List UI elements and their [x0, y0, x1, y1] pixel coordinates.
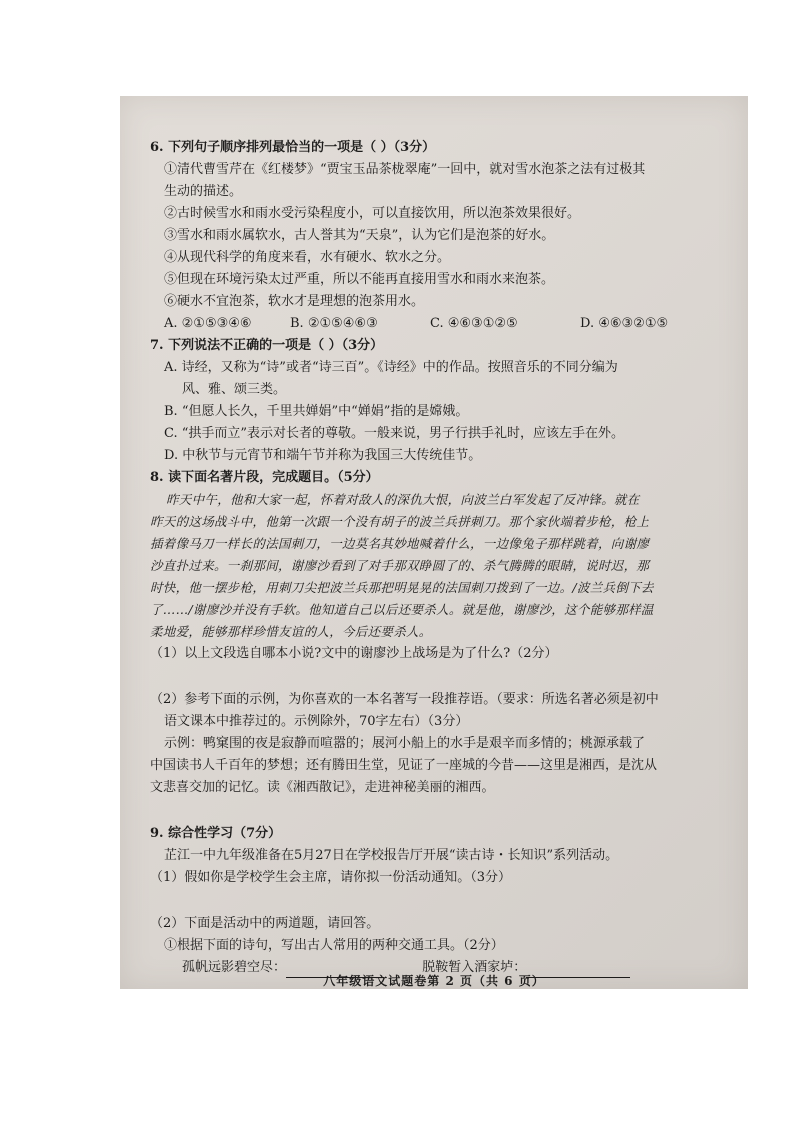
- q9-intro: 芷江一中九年级准备在5月27日在学校报告厅开展“读古诗・长知识”系列活动。: [164, 848, 619, 863]
- q7-title: 7. 下列说法不正确的一项是（ ）（3分）: [150, 338, 384, 353]
- q7-option-b: B. “但愿人长久，千里共婵娟”中“婵娟”指的是嫦娥。: [164, 404, 469, 419]
- q9-poem-2: 脱鞍暂入酒家垆：: [422, 960, 527, 975]
- q8-passage-line: 柔地爱，能够那样珍惜友谊的人，今后还要杀人。: [150, 624, 432, 639]
- q6-sentence-2: ②古时候雪水和雨水受污染程度小，可以直接饮用，所以泡茶效果很好。: [164, 206, 581, 221]
- q6-sentence-3: ③雪水和雨水属软水，古人誉其为“天泉”，认为它们是泡茶的好水。: [164, 228, 555, 243]
- q9-poem-1: 孤帆远影碧空尽：: [182, 960, 287, 975]
- q8-example-cont: 文悲喜交加的记忆。读《湘西散记》，走进神秘美丽的湘西。: [150, 780, 495, 795]
- q6-sentence-1-cont: 生动的描述。: [164, 184, 243, 199]
- q8-passage-line: 沙直扑过来。一刹那间，谢廖沙看到了对手那双睁圆了的、杀气腾腾的眼睛，说时迟，那: [150, 558, 650, 573]
- q6-option-b: B. ②①⑤④⑥③: [290, 316, 378, 331]
- q7-option-a: A. 诗经，又称为“诗”或者“诗三百”。《诗经》中的作品。按照音乐的不同分编为: [164, 360, 618, 375]
- q8-sub2-cont: 语文课本中推荐过的。示例除外，70字左右）（3分）: [164, 714, 469, 729]
- q9-sub1: （1）假如你是学校学生会主席，请你拟一份活动通知。（3分）: [150, 870, 512, 885]
- q8-example-cont: 中国读书人千百年的梦想；还有腾田生堂，见证了一座城的今昔——这里是湘西，是沈从: [150, 758, 658, 773]
- page-footer: 八年级语文试题卷第 2 页（共 6 页）: [323, 974, 545, 988]
- q7-option-c: C. “拱手而立”表示对长者的尊敬。一般来说，男子行拱手礼时，应该左手在外。: [164, 426, 625, 441]
- q8-passage-line: 时快，他一摆步枪，用刺刀尖把波兰兵那把明晃晃的法国刺刀拨到了一边。/波兰兵倒下去: [150, 580, 654, 595]
- q6-option-a: A. ②①⑤③④⑥: [164, 316, 252, 331]
- q6-title: 6. 下列句子顺序排列最恰当的一项是（ ）（3分）: [150, 140, 436, 155]
- q6-option-d: D. ④⑥③②①⑤: [580, 316, 669, 331]
- q8-passage-line: 插着像马刀一样长的法国刺刀，一边莫名其妙地喊着什么，一边像兔子那样跳着，向谢廖: [150, 536, 650, 551]
- q8-sub2: （2）参考下面的示例，为你喜欢的一本名著写一段推荐语。（要求：所选名著必须是初中: [150, 692, 659, 707]
- q6-options: [164, 314, 748, 334]
- q8-passage-line: 昨天中午，他和大家一起，怀着对敌人的深仇大恨，向波兰白军发起了反冲锋。就在: [166, 492, 640, 507]
- q9-sub2a: ①根据下面的诗句，写出古人常用的两种交通工具。（2分）: [164, 938, 504, 953]
- q7-option-d: D. 中秋节与元宵节和端午节并称为我国三大传统佳节。: [164, 448, 482, 463]
- q6-option-c: C. ④⑥③①②⑤: [430, 316, 518, 331]
- q7-option-a-cont: 风、雅、颂三类。: [182, 382, 287, 397]
- q8-sub1: （1）以上文段选自哪本小说?文中的谢廖沙上战场是为了什么?（2分）: [150, 646, 558, 661]
- q6-sentence-6: ⑥硬水不宜泡茶，软水才是理想的泡茶用水。: [164, 294, 425, 309]
- q9-sub2: （2）下面是活动中的两道题，请回答。: [150, 916, 380, 931]
- q9-title: 9. 综合性学习（7分）: [150, 826, 282, 841]
- q8-passage-line: 昨天的这场战斗中，他第一次跟一个没有胡子的波兰兵拼刺刀。那个家伙端着步枪，枪上: [150, 514, 650, 529]
- exam-page-photo: [120, 96, 748, 989]
- q8-passage-line: 了……/谢廖沙并没有手软。他知道自己以后还要杀人。就是他，谢廖沙，这个能够那样温: [150, 602, 654, 617]
- q6-sentence-4: ④从现代科学的角度来看，水有硬水、软水之分。: [164, 250, 451, 265]
- q8-title: 8. 读下面名著片段，完成题目。（5分）: [150, 470, 379, 485]
- q6-sentence-5: ⑤但现在环境污染太过严重，所以不能再直接用雪水和雨水来泡茶。: [164, 272, 555, 287]
- q8-example: 示例：鸭窠围的夜是寂静而喧嚣的；展河小船上的水手是艰辛而多情的；桃源承载了: [164, 736, 646, 751]
- q6-sentence-1: ①清代曹雪芹在《红楼梦》“贾宝玉品茶栊翠庵”一回中，就对雪水泡茶之法有过极其: [164, 162, 646, 177]
